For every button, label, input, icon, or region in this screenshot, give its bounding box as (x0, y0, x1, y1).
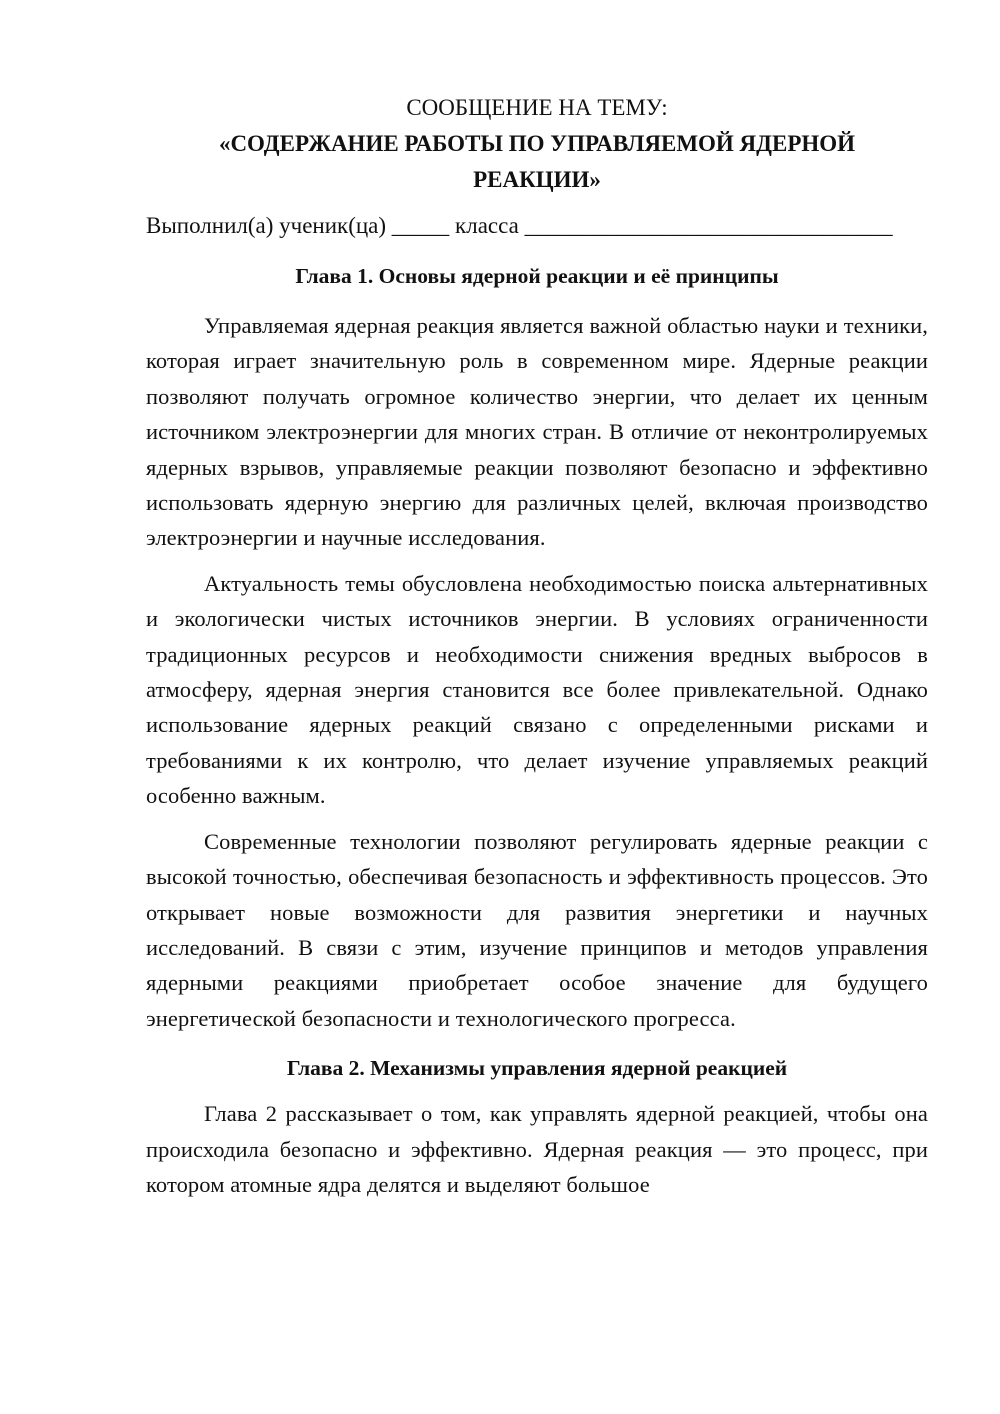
chapter-2-heading: Глава 2. Механизмы управления ядерной реакцией (286, 1056, 788, 1081)
document-title (146, 126, 928, 198)
chapter-1-paragraph-3: Современные технологии позволяют регулировать ядерные реакции с высокой точностью, обеспечивая безопасность и эффективность процессов. Это открывает новые возможности для развития энергетики и научных исследований. В связи с этим, изучение принципов и методов управления ядерными реакциями приобретает особое значение для будущего энергетической безопасности и технологического прогресса. (146, 828, 928, 1031)
document-title-line-1: «СОДЕРЖАНИЕ РАБОТЫ ПО УПРАВЛЯЕМОЙ ЯДЕРНОЙ (218, 131, 856, 156)
document-page (146, 90, 928, 1202)
document-title-line-2: РЕАКЦИИ» (473, 167, 601, 192)
chapter-2-paragraph-1: Глава 2 рассказывает о том, как управлять ядерной реакцией, чтобы она происходила безопасно и эффективно. Ядерная реакция — это процесс, при котором атомные ядра делятся и выделяют большое (146, 1101, 928, 1197)
topic-heading: СООБЩЕНИЕ НА ТЕМУ: (406, 95, 668, 120)
chapter-1-heading: Глава 1. Основы ядерной реакции и её принципы (295, 264, 779, 288)
author-line: Выполнил(а) ученик(ца) _____ класса ________________________________ (146, 213, 893, 238)
chapter-1-paragraph-2: Актуальность темы обусловлена необходимостью поиска альтернативных и экологически чистых источников энергии. В условиях ограниченности традиционных ресурсов и необходимости снижения вредных выбросов в атмосферу, ядерная энергия становится все более привлекательной. Однако использование ядерных реакций связано с определенными рисками и требованиями к их контролю, что делает изучение управляемых реакций особенно важным. (146, 570, 928, 809)
chapter-1-paragraph-1: Управляемая ядерная реакция является важной областью науки и техники, которая играет значительную роль в современном мире. Ядерные реакции позволяют получать огромное количество энергии, что делает их ценным источником электроэнергии для многих стран. В отличие от неконтролируемых ядерных взрывов, управляемые реакции позволяют безопасно и эффективно использовать ядерную энергию для различных целей, включая производство электроэнергии и научные исследования. (146, 313, 928, 551)
